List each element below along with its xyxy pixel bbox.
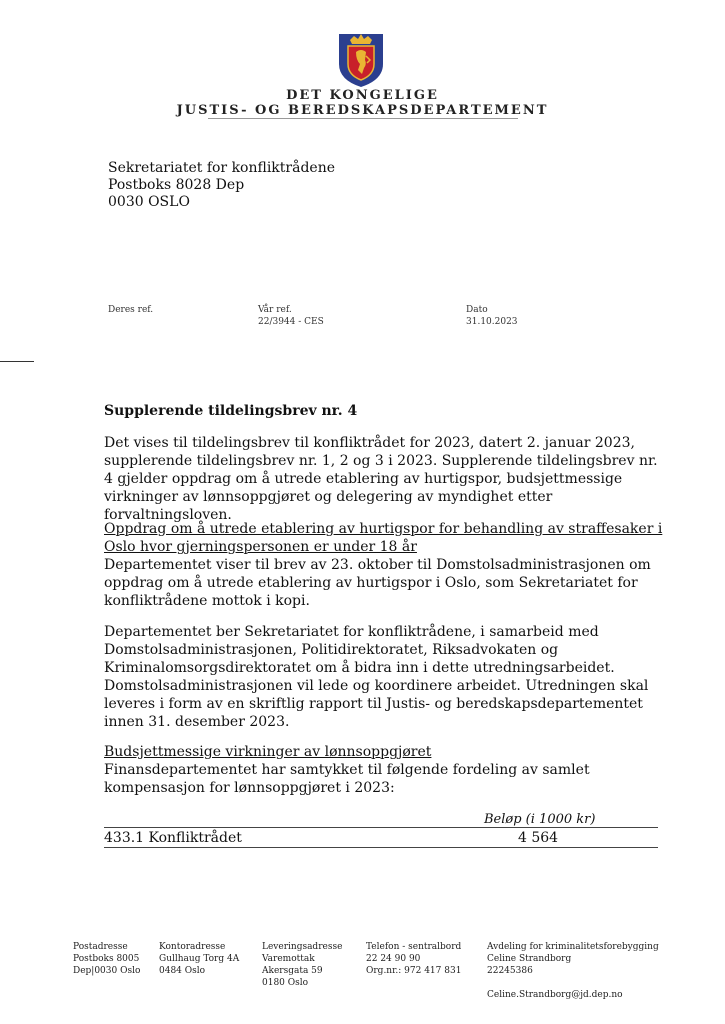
section1-paragraph2: Departementet ber Sekretariatet for konfliktrådene, i samarbeid med Domstolsadministrasjonen, Politidirektoratet, Riksadvokaten og Kriminalomsorgsdirektoratet om å bidra inn i dette utredningsarbeidet. Domstolsadministrasjonen vil lede og koordinere arbeidet. Utredningen skal leveres i form av en skriftlig rapport til Justis- og beredskapsdepartementet innen 31. desember 2023. — [104, 624, 649, 730]
norwegian-coat-of-arms-icon — [336, 30, 386, 88]
footer-line: Varemottak — [262, 954, 315, 964]
footer-department-contact — [487, 941, 659, 1001]
section1-heading: Oppdrag om å utrede etablering av hurtigspor for behandling av straffesaker i Oslo hvor gjerningspersonen er under 18 år — [104, 521, 663, 555]
recipient-line: Postboks 8028 Dep — [108, 177, 245, 193]
footer-line: Postadresse — [73, 942, 128, 952]
letter-title: Supplerende tildelingsbrev nr. 4 — [104, 403, 358, 419]
footer-line: Avdeling for kriminalitetsforebygging — [487, 942, 659, 952]
table-row-value: 4 564 — [518, 830, 559, 846]
footer-office-address — [159, 941, 239, 977]
ministry-name-line1: DET KONGELIGE — [286, 88, 439, 103]
fold-mark — [0, 361, 34, 362]
table-bottom-rule — [104, 847, 658, 848]
footer-postal-address — [73, 941, 140, 977]
footer-line: Dep|0030 Oslo — [73, 966, 141, 976]
deres-ref-label: Deres ref. — [108, 305, 154, 315]
logo-divider — [208, 118, 518, 119]
var-ref-value: 22/3944 - CES — [258, 317, 324, 327]
var-ref-label: Vår ref. — [258, 305, 292, 315]
footer-line: Org.nr.: 972 417 831 — [366, 966, 462, 976]
footer-line: Postboks 8005 — [73, 954, 140, 964]
footer-line: Kontoradresse — [159, 942, 226, 952]
footer-line: Gullhaug Torg 4A — [159, 954, 240, 964]
footer-email-link[interactable]: Celine.Strandborg@jd.dep.no — [487, 990, 623, 1000]
footer-line: 22245386 — [487, 966, 533, 976]
dato-label: Dato — [466, 305, 488, 315]
table-row-label: 433.1 Konfliktrådet — [104, 830, 242, 846]
dato-value: 31.10.2023 — [466, 317, 518, 327]
ministry-name-line2: JUSTIS- OG BEREDSKAPSDEPARTEMENT — [176, 103, 549, 118]
intro-paragraph: Det vises til tildelingsbrev til konfliktrådet for 2023, datert 2. januar 2023, supplerende tildelingsbrev nr. 1, 2 og 3 i 2023. Supplerende tildelingsbrev nr. 4 gjelder oppdrag om å utrede etablering av hurtigspor, budsjettmessige virkninger av lønnsoppgjøret og delegering av myndighet etter forvaltningsloven. — [104, 435, 658, 523]
amount-column-header: Beløp (i 1000 kr) — [484, 812, 596, 827]
footer-line: 0484 Oslo — [159, 966, 206, 976]
recipient-line: 0030 OSLO — [108, 194, 190, 210]
section2-paragraph1: Finansdepartementet har samtykket til følgende fordeling av samlet kompensasjon for lønnsoppgjøret i 2023: — [104, 762, 590, 796]
table-top-rule — [104, 827, 658, 828]
footer-line: Celine Strandborg — [487, 954, 572, 964]
footer-line: Leveringsadresse — [262, 942, 343, 952]
footer-line: 0180 Oslo — [262, 978, 309, 988]
section2-heading: Budsjettmessige virkninger av lønnsoppgjøret — [104, 744, 432, 760]
section1-paragraph1: Departementet viser til brev av 23. oktober til Domstolsadministrasjonen om oppdrag om å utrede etablering av hurtigspor i Oslo, som Sekretariatet for konfliktrådene mottok i kopi. — [104, 557, 651, 609]
footer-telephone — [366, 941, 461, 977]
footer-line: Telefon - sentralbord — [366, 942, 462, 952]
recipient-line: Sekretariatet for konfliktrådene — [108, 160, 336, 176]
footer-line: 22 24 90 90 — [366, 954, 421, 964]
footer-line: Akersgata 59 — [262, 966, 323, 976]
footer-delivery-address — [262, 941, 342, 989]
recipient-address — [108, 160, 335, 211]
footer-line — [487, 977, 659, 989]
